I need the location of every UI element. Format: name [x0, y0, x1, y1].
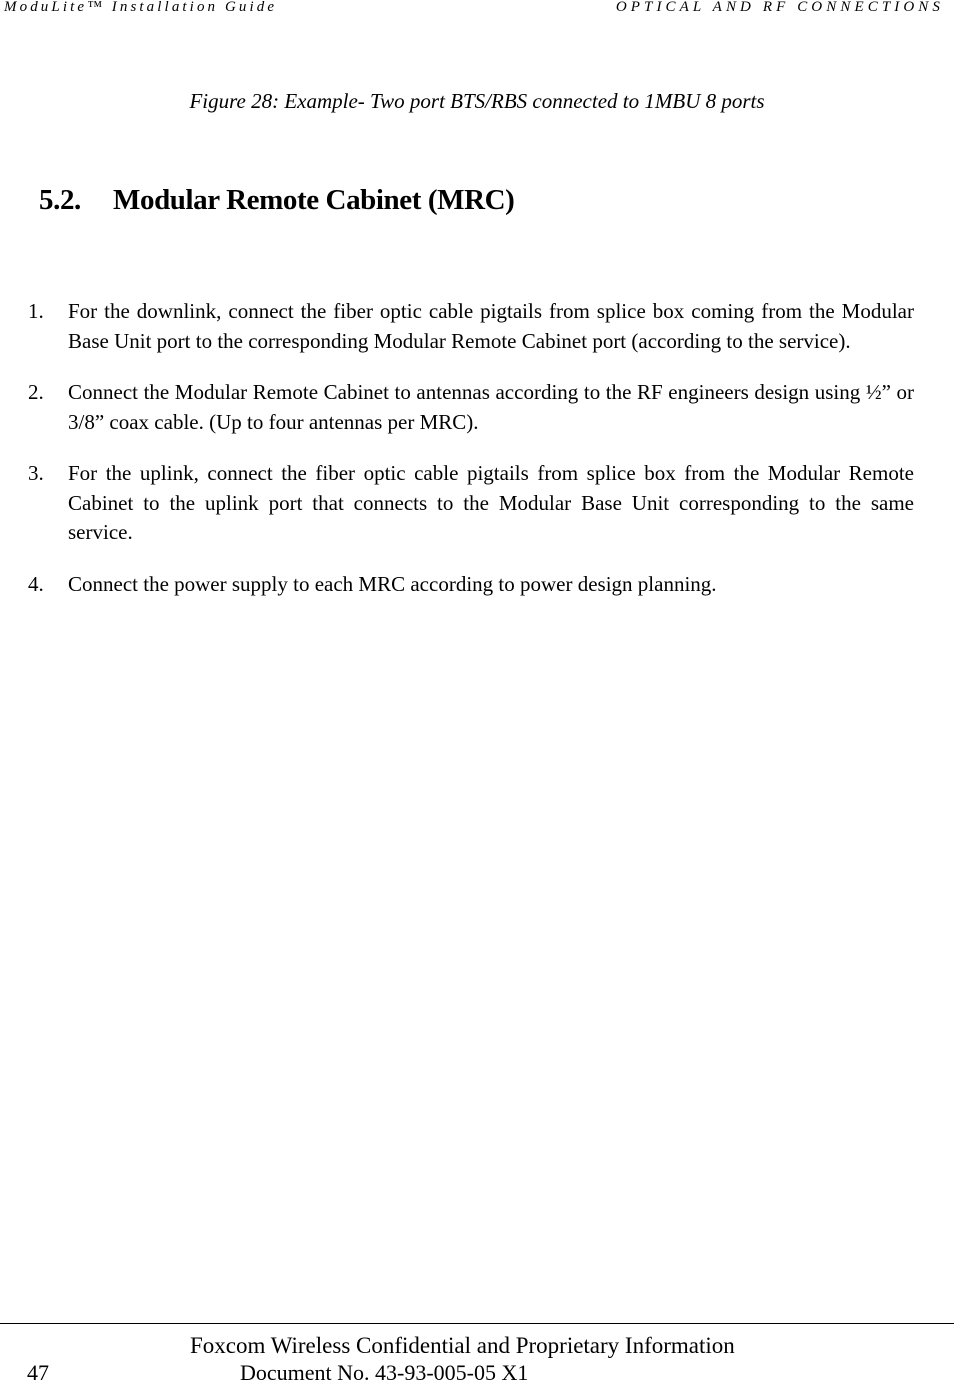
list-item — [28, 570, 914, 600]
figure-caption: Figure 28: Example- Two port BTS/RBS connected to 1MBU 8 ports — [189, 89, 765, 113]
steps-list — [28, 297, 914, 621]
step-text: For the uplink, connect the fiber optic cable pigtails from splice box from the Modular Remote Cabinet to the uplink port that connects to the Modular Base Unit corresponding to the same service. — [68, 461, 914, 544]
footer-document-number: Document No. 43-93-005-05 X1 — [240, 1360, 529, 1385]
footer-confidential: Foxcom Wireless Confidential and Proprietary Information — [190, 1333, 735, 1358]
page-number: 47 — [27, 1360, 49, 1385]
running-header — [0, 0, 954, 22]
step-number: 3. — [28, 461, 44, 485]
list-item — [28, 378, 914, 437]
section-heading — [39, 184, 514, 217]
list-item — [28, 459, 914, 548]
section-number: 5.2. — [39, 184, 81, 216]
header-guide-title: ModuLite™ Installation Guide — [4, 0, 278, 15]
list-item — [28, 297, 914, 356]
header-chapter-title: OPTICAL AND RF CONNECTIONS — [615, 0, 944, 15]
step-text: Connect the power supply to each MRC according to power design planning. — [68, 571, 717, 596]
step-number: 1. — [28, 299, 44, 323]
footer-divider — [0, 1323, 954, 1324]
section-title: Modular Remote Cabinet (MRC) — [113, 184, 515, 216]
step-text: Connect the Modular Remote Cabinet to antennas according to the RF engineers design using ½” or 3/8” coax cable. (Up to four antennas per MRC). — [68, 380, 914, 434]
step-number: 2. — [28, 380, 44, 404]
step-text: For the downlink, connect the fiber optic cable pigtails from splice box coming from the Modular Base Unit port to the corresponding Modular Remote Cabinet port (according to the service). — [68, 299, 914, 353]
step-number: 4. — [28, 571, 44, 596]
